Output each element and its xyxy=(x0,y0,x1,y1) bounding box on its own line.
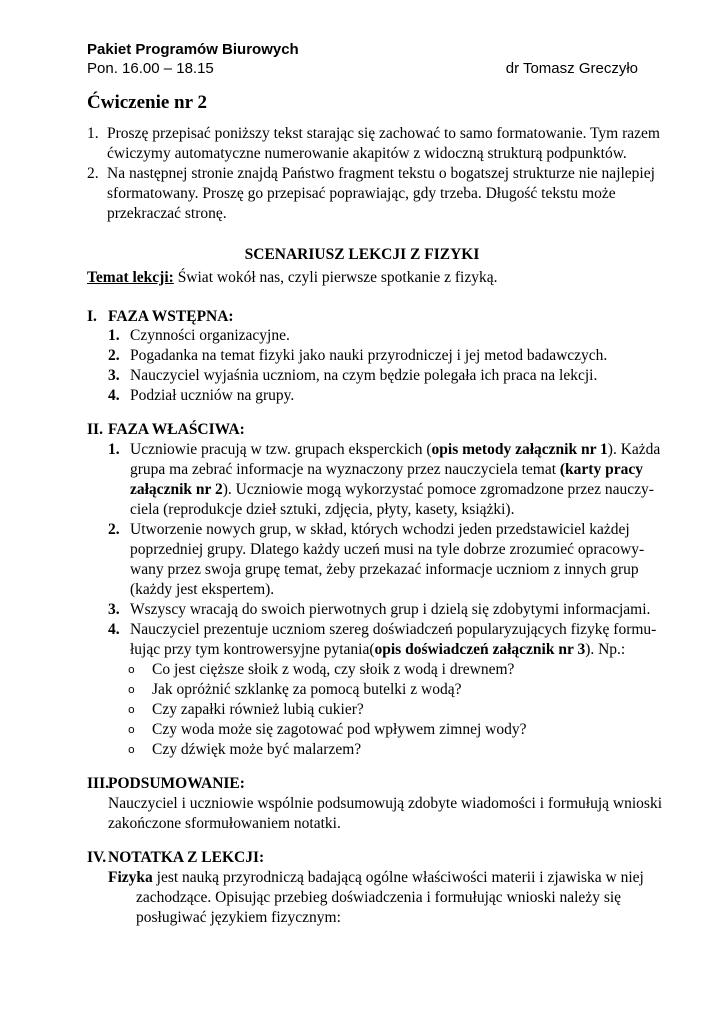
text-run: łując przy tym kontrowersyjne pytania( xyxy=(130,641,375,658)
exercise-item-line: Proszę przepisać poniższy tekst starając się zachować to samo formatowanie. Tym razem xyxy=(107,125,660,142)
scenario-title: SCENARIUSZ LEKCJI Z FIZYKI xyxy=(244,246,480,263)
exercise-item-line: sformatowany. Proszę go przepisać poprawiając, gdy trzeba. Długość tekstu może xyxy=(107,185,616,202)
text-run-bold: załącznik nr 2 xyxy=(130,481,223,498)
text-run: ). Każda xyxy=(607,441,661,458)
bullet-icon: o xyxy=(128,683,135,696)
paragraph-line: posługiwać językiem fizycznym: xyxy=(136,909,341,926)
text-run-bold: opis doświadczeń załącznik nr 3 xyxy=(374,641,586,658)
list-number: 3. xyxy=(108,367,120,384)
text-run-bold: opis metody załącznik nr 1 xyxy=(431,441,608,458)
text-run: jest nauką przyrodniczą badającą ogólne właściwości materii i zjawiska w niej xyxy=(152,869,644,886)
list-number: 4. xyxy=(108,621,120,638)
list-number: 2. xyxy=(108,521,120,538)
exercise-item-number: 2. xyxy=(87,165,99,182)
list-item: Wszyscy wracają do swoich pierwotnych grup i dzielą się zdobytymi informacjami. xyxy=(130,601,651,618)
bullet-icon: o xyxy=(128,723,135,736)
course-title: Pakiet Programów Biurowych xyxy=(87,41,299,58)
section-heading: NOTATKA Z LEKCJI: xyxy=(108,849,265,866)
list-item: Nauczyciel wyjaśnia uczniom, na czym będzie polegała ich praca na lekcji. xyxy=(130,367,598,384)
section-heading: PODSUMOWANIE: xyxy=(108,775,245,792)
bullet-item: Jak opróżnić szklankę za pomocą butelki z wodą? xyxy=(152,681,462,698)
list-item: Czynności organizacyjne. xyxy=(130,327,290,344)
lesson-topic xyxy=(87,268,498,288)
text-run: grupa ma zebrać informacje na wyznaczony przez nauczyciela temat xyxy=(130,461,560,478)
bullet-icon: o xyxy=(128,703,135,716)
exercise-item-number: 1. xyxy=(87,125,99,142)
text-run-bold: (karty pracy xyxy=(559,461,643,478)
list-item-line: ciela (reprodukcje dzieł sztuki, zdjęcia, płyty, kasety, książki). xyxy=(130,501,515,518)
bullet-item: Co jest cięższe słoik z wodą, czy słoik z wodą i drewnem? xyxy=(152,661,515,678)
list-number: 1. xyxy=(108,327,120,344)
bullet-item: Czy woda może się zagotować pod wpływem zimnej wody? xyxy=(152,721,527,738)
bullet-icon: o xyxy=(128,743,135,756)
section-heading: FAZA WSTĘPNA: xyxy=(108,308,234,325)
exercise-item-line: Na następnej stronie znajdą Państwo fragment tekstu o bogatszej strukturze nie najlepiej xyxy=(107,165,655,182)
list-item-line: poprzedniej grupy. Dlatego każdy uczeń musi na tyle dobrze zrozumieć opracowy- xyxy=(130,541,645,558)
text-run: ). Uczniowie mogą wykorzystać pomoce zgromadzone przez nauczy- xyxy=(222,481,654,498)
course-time: Pon. 16.00 – 18.15 xyxy=(87,60,214,77)
list-item-line xyxy=(130,440,660,460)
text-run: ). Np.: xyxy=(585,641,626,658)
section-number: IV. xyxy=(87,849,107,866)
bullet-item: Czy zapałki również lubią cukier? xyxy=(152,701,364,718)
list-item-line: wany przez swoja grupę temat, żeby przekazać informacje uczniom z innych grup xyxy=(130,561,639,578)
exercise-item-line: ćwiczymy automatyczne numerowanie akapitów z widoczną strukturą podpunktów. xyxy=(107,145,627,162)
section-number: III. xyxy=(87,775,109,792)
list-item-line xyxy=(130,460,643,480)
bullet-item: Czy dźwięk może być malarzem? xyxy=(152,741,362,758)
text-run: Uczniowie pracują w tzw. grupach eksperckich ( xyxy=(130,441,432,458)
paragraph-line xyxy=(108,868,644,888)
lesson-topic-text: Świat wokół nas, czyli pierwsze spotkanie z fizyką. xyxy=(173,269,498,286)
section-number: II. xyxy=(87,421,103,438)
section-number: I. xyxy=(87,308,97,325)
list-number: 1. xyxy=(108,441,120,458)
list-item-line xyxy=(130,640,625,660)
list-item: Pogadanka na temat fizyki jako nauki przyrodniczej i jej metod badawczych. xyxy=(130,347,608,364)
course-author: dr Tomasz Greczyło xyxy=(505,60,638,77)
section-heading: FAZA WŁAŚCIWA: xyxy=(108,421,245,438)
exercise-item-line: przekraczać stronę. xyxy=(107,205,227,222)
list-number: 2. xyxy=(108,347,120,364)
paragraph-line: zachodzące. Opisując przebieg doświadczenia i formułując wnioski należy się xyxy=(136,889,622,906)
bullet-icon: o xyxy=(128,663,135,676)
list-item-line: Utworzenie nowych grup, w skład, których wchodzi jeden przedstawiciel każdej xyxy=(130,521,630,538)
exercise-title: Ćwiczenie nr 2 xyxy=(87,92,207,113)
list-item: Podział uczniów na grupy. xyxy=(130,387,295,404)
lesson-topic-label: Temat lekcji: xyxy=(87,269,174,286)
text-run-bold: Fizyka xyxy=(108,869,153,886)
list-item-line: (każdy jest ekspertem). xyxy=(130,581,275,598)
list-number: 3. xyxy=(108,601,120,618)
list-item-line xyxy=(130,480,654,500)
list-item-line: Nauczyciel prezentuje uczniom szereg doświadczeń popularyzujących fizykę formu- xyxy=(130,621,657,638)
list-number: 4. xyxy=(108,387,120,404)
paragraph-line: Nauczyciel i uczniowie wspólnie podsumowują zdobyte wiadomości i formułują wnioski xyxy=(108,795,663,812)
paragraph-line: zakończone sformułowaniem notatki. xyxy=(108,815,341,832)
